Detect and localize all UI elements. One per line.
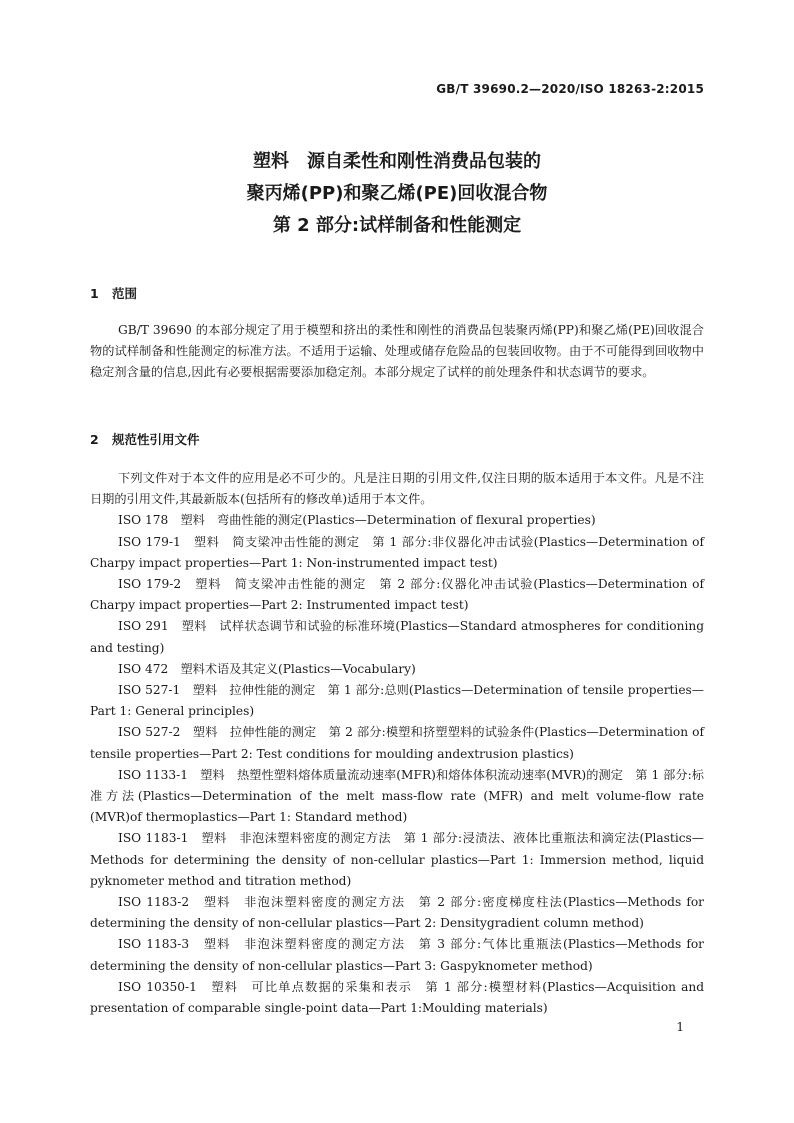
reference-item: ISO 527-2 塑料 拉伸性能的测定 第 2 部分:模塑和挤塑塑料的试验条件(Plastics—Determination of tensile properties—Part 2: Test conditions for moulding andextrusion plastics): [90, 725, 704, 761]
section-1-body: [90, 320, 704, 384]
page-number: 1: [676, 1020, 684, 1034]
section-title: 范围: [112, 286, 138, 301]
reference-item: ISO 472 塑料术语及其定义(Plastics—Vocabulary): [118, 661, 416, 676]
section-1-heading: [90, 284, 137, 302]
section-number: 2: [90, 432, 99, 447]
reference-item: ISO 1183-2 塑料 非泡沫塑料密度的测定方法 第 2 部分:密度梯度柱法(Plastics—Methods for determining the density of non-cellular plastics—Part 2: Densitygradient column method): [90, 895, 704, 931]
reference-item: ISO 291 塑料 试样状态调节和试验的标准环境(Plastics—Standard atmospheres for conditioning and testing): [90, 619, 704, 655]
scope-paragraph: GB/T 39690 的本部分规定了用于模塑和挤出的柔性和刚性的消费品包装聚丙烯(PP)和聚乙烯(PE)回收混合物的试样制备和性能测定的标准方法。不适用于运输、处理或储存危险品的包装回收物。由于不可能得到回收物中稳定剂含量的信息,因此有必要根据需要添加稳定剂。本部分规定了试样的前处理条件和状态调节的要求。: [90, 323, 704, 380]
references-intro: 下列文件对于本文件的应用是必不可少的。凡是注日期的引用文件,仅注日期的版本适用于本文件。凡是不注日期的引用文件,其最新版本(包括所有的修改单)适用于本文件。: [90, 471, 704, 507]
reference-item: ISO 1183-3 塑料 非泡沫塑料密度的测定方法 第 3 部分:气体比重瓶法(Plastics—Methods for determining the density of non-cellular plastics—Part 3: Gaspyknometer method): [90, 937, 704, 973]
reference-item: ISO 10350-1 塑料 可比单点数据的采集和表示 第 1 部分:模塑材料(Plastics—Acquisition and presentation of comparable single-point data—Part 1:Moulding materials): [90, 979, 704, 1016]
section-title: 规范性引用文件: [112, 432, 200, 447]
section-2-body: [90, 468, 704, 1019]
title-line-1: 塑料 源自柔性和刚性消费品包装的: [253, 151, 541, 172]
reference-item: ISO 178 塑料 弯曲性能的测定(Plastics—Determination of flexural properties): [118, 513, 596, 528]
title-line-3: 第 2 部分:试样制备和性能测定: [272, 215, 522, 236]
document-title: [0, 146, 794, 242]
reference-item: ISO 527-1 塑料 拉伸性能的测定 第 1 部分:总则(Plastics—Determination of tensile properties—Part 1: General principles): [90, 683, 704, 719]
section-number: 1: [90, 286, 99, 301]
section-2-heading: [90, 430, 200, 448]
standard-code: GB/T 39690.2—2020/ISO 18263-2:2015: [436, 82, 704, 96]
reference-item: ISO 1133-1 塑料 热塑性塑料熔体质量流动速率(MFR)和熔体体积流动速率(MVR)的测定 第 1 部分:标准方法(Plastics—Determination of the melt mass-flow rate (MFR) and melt volume-flow rate (MVR)of thermoplastics—Part 1: Standard method): [90, 767, 704, 825]
title-line-2: 聚丙烯(PP)和聚乙烯(PE)回收混合物: [246, 183, 548, 204]
reference-item: ISO 1183-1 塑料 非泡沫塑料密度的测定方法 第 1 部分:浸渍法、液体比重瓶法和滴定法(Plastics—Methods for determining the density of non-cellular plastics—Part 1: Immersion method, liquid pyknometer method and titration method): [90, 831, 704, 888]
reference-item: ISO 179-1 塑料 简支梁冲击性能的测定 第 1 部分:非仪器化冲击试验(Plastics—Determination of Charpy impact properties—Part 1: Non-instrumented impact test): [90, 534, 704, 570]
reference-item: ISO 179-2 塑料 简支梁冲击性能的测定 第 2 部分:仪器化冲击试验(Plastics—Determination of Charpy impact properties—Part 2: Instrumented impact test): [90, 577, 704, 613]
